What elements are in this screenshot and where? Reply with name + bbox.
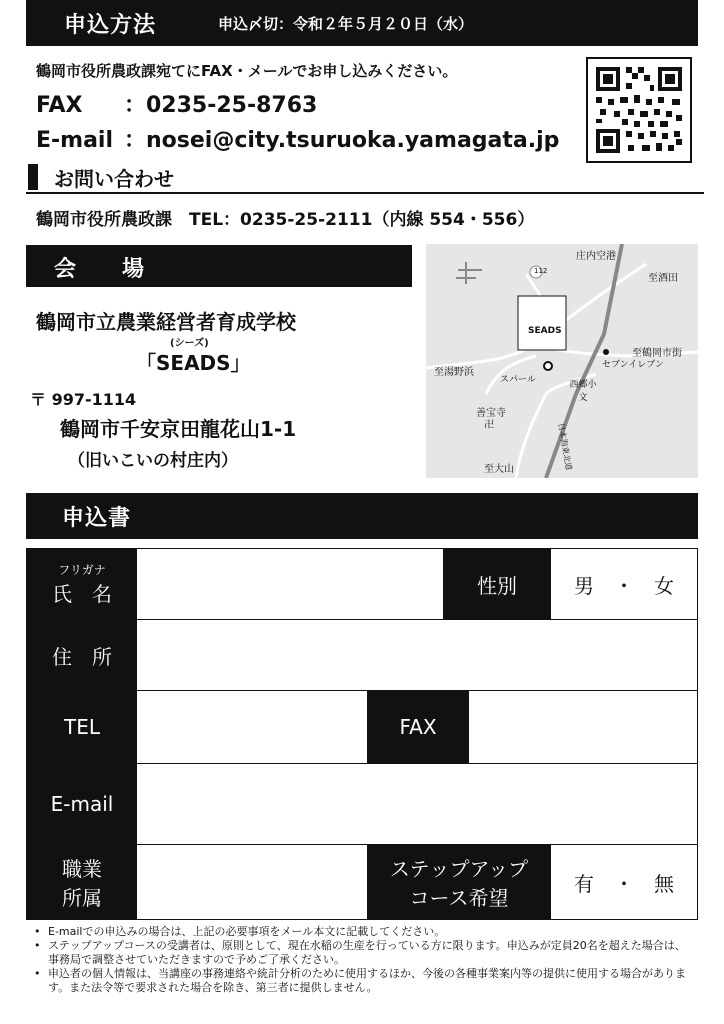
map-seven-eleven-label: セブンイレブン [602, 360, 664, 370]
fax-field-label: FAX [399, 715, 437, 739]
map-temple-label: 善宝寺 [476, 408, 506, 419]
job-label-line1: 職業 [62, 857, 102, 881]
venue-header [26, 245, 412, 287]
job-input-cell[interactable] [137, 845, 367, 919]
map-school-label: 西郷小 文 [569, 380, 597, 403]
job-label-cell [27, 845, 137, 919]
application-method-header [26, 0, 698, 46]
fax-input-cell[interactable] [469, 691, 697, 763]
qr-code-icon [586, 57, 692, 163]
application-method-title: 申込方法 [64, 13, 157, 38]
note-item: • ステップアップコースの受講者は、原則として、現在水稲の生産を行っている方に限ります。申込みが定員20名を超えた場合は、事務局で調整させていただきますので予めご了承ください。 [32, 939, 692, 967]
contact-heading: お問い合わせ [54, 167, 174, 191]
venue-name: 鶴岡市立農業経営者育成学校 [36, 310, 296, 334]
map-sakata-label: 至酒田 [648, 273, 678, 284]
tel-label: TEL [64, 715, 100, 739]
address-label: 住 所 [52, 644, 112, 669]
map-oyama-label: 至大山 [484, 464, 514, 475]
venue-postal: 〒 997-1114 [30, 390, 137, 409]
note-item: • E-mailでの申込みの場合は、上記の必要事項をメール本文に記載してください。 [32, 925, 692, 939]
venue-address: 鶴岡市千安京田龍花山1-1 [60, 417, 297, 441]
venue-brand: 「SEADS」 [136, 351, 251, 375]
email-label-cell [27, 764, 137, 844]
email-row [36, 123, 559, 154]
gender-label: 性別 [477, 573, 517, 598]
venue-former-name: （旧いこいの村庄内） [68, 451, 238, 471]
application-form-header [26, 493, 698, 539]
job-label-line2: 所属 [62, 886, 102, 910]
deadline-text: 申込〆切：令和２年５月２０日（水） [218, 15, 474, 33]
furigana-label: フリガナ [58, 563, 106, 577]
stepup-label-cell [367, 845, 551, 919]
venue-ruby: (シーズ) [170, 338, 209, 349]
application-form-table [26, 548, 698, 920]
notes-list [32, 925, 692, 995]
contact-heading-marker [28, 164, 38, 190]
map-route-label: 112 [534, 267, 548, 275]
map-spar-label: スパール [500, 375, 536, 385]
map-seads-logo: SEADS [528, 326, 562, 336]
fax-label-cell [367, 691, 469, 763]
map-temple-icon: 卍 [484, 420, 494, 431]
email-field-label: E-mail [50, 792, 114, 816]
stepup-label-line1: ステップアップ [389, 857, 529, 881]
email-label: E-mail [36, 128, 114, 153]
contact-text: 鶴岡市役所農政課 TEL：0235-25-2111（内線 554・556） [36, 210, 535, 230]
application-form-title: 申込書 [62, 506, 132, 531]
stepup-label-line2: コース希望 [409, 886, 509, 910]
tel-input-cell[interactable] [137, 691, 367, 763]
email-address[interactable]: ：nosei@city.tsuruoka.yamagata.jp [124, 128, 560, 153]
stepup-options[interactable]: 有 ・ 無 [574, 871, 674, 896]
tel-label-cell [27, 691, 137, 763]
fax-row [36, 88, 317, 119]
address-input-cell[interactable] [137, 620, 697, 690]
map-city-label: 至鶴岡市街 [632, 348, 682, 359]
gender-label-cell [443, 549, 551, 619]
venue-title: 会 場 [54, 257, 157, 282]
apply-instruction: 鶴岡市役所農政課宛てにFAX・メールでお申し込みください。 [36, 62, 458, 80]
name-label: 氏 名 [52, 582, 112, 606]
email-input-cell[interactable] [137, 764, 697, 844]
map-yunohama-label: 至湯野浜 [434, 367, 474, 378]
address-label-cell [27, 620, 137, 690]
note-item: • 申込者の個人情報は、当講座の事務連絡や統計分析のために使用するほか、今後の各種事業案内等の提供に使用する場合があります。また法令等で要求された場合を除き、第三者に提供しません。 [32, 967, 692, 995]
name-input-cell[interactable] [137, 549, 443, 619]
fax-label: FAX [36, 93, 83, 118]
fax-number: ：0235-25-8763 [124, 93, 318, 118]
map-airport-label: 庄内空港 [576, 251, 616, 262]
gender-options[interactable]: 男 ・ 女 [574, 573, 674, 598]
venue-map [426, 244, 698, 478]
map-expressway-label: 日本海東北道 [556, 422, 574, 472]
contact-divider [26, 192, 704, 194]
name-label-cell [27, 549, 137, 619]
